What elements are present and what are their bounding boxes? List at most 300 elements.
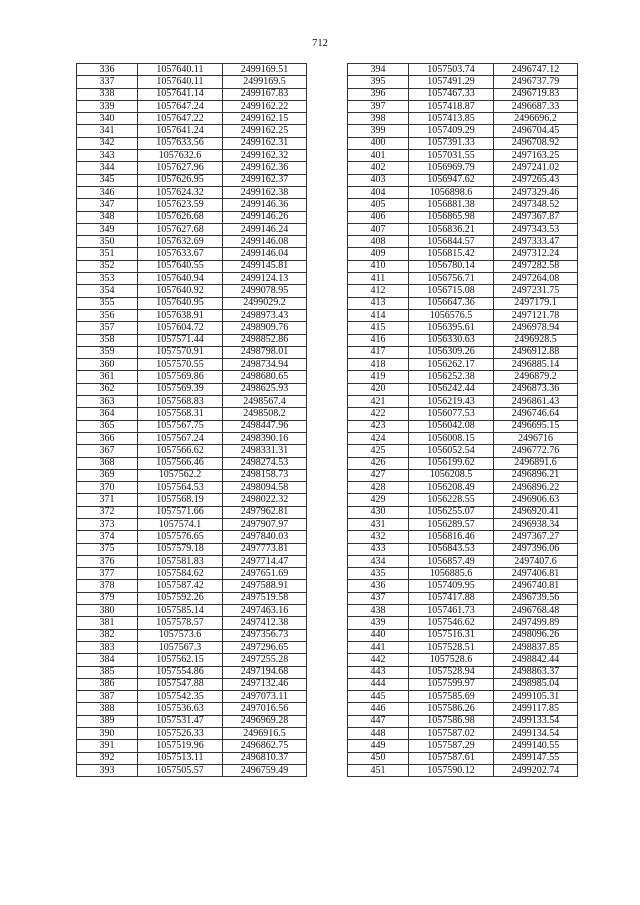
y-coordinate-cell: 2496747.12: [494, 64, 578, 76]
x-coordinate-cell: 1057562.15: [138, 654, 223, 666]
y-coordinate-cell: 2496969.28: [223, 715, 307, 727]
point-number-cell: 337: [77, 76, 138, 88]
x-coordinate-cell: 1057633.67: [138, 248, 223, 260]
point-number-cell: 342: [77, 137, 138, 149]
x-coordinate-cell: 1057586.26: [409, 703, 494, 715]
table-row: [77, 629, 307, 641]
y-coordinate-cell: 2497343.53: [494, 223, 578, 235]
point-number-cell: 412: [348, 285, 409, 297]
x-coordinate-cell: 1056865.98: [409, 211, 494, 223]
y-coordinate-cell: 2497296.65: [223, 641, 307, 653]
y-coordinate-cell: 2497356.73: [223, 629, 307, 641]
table-row: [77, 223, 307, 235]
table-row: [77, 568, 307, 580]
x-coordinate-cell: 1057505.57: [138, 764, 223, 776]
point-number-cell: 383: [77, 641, 138, 653]
x-coordinate-cell: 1057640.55: [138, 260, 223, 272]
y-coordinate-cell: 2498863.37: [494, 666, 578, 678]
y-coordinate-cell: 2499169.51: [223, 64, 307, 76]
x-coordinate-cell: 1056844.57: [409, 236, 494, 248]
y-coordinate-cell: 2499146.04: [223, 248, 307, 260]
x-coordinate-cell: 1057417.88: [409, 592, 494, 604]
table-row: [77, 396, 307, 408]
table-row: [77, 678, 307, 690]
y-coordinate-cell: 2499169.5: [223, 76, 307, 88]
table-row: [77, 383, 307, 395]
x-coordinate-cell: 1057640.92: [138, 285, 223, 297]
x-coordinate-cell: 1056008.15: [409, 432, 494, 444]
y-coordinate-cell: 2498567.4: [223, 396, 307, 408]
point-number-cell: 416: [348, 334, 409, 346]
x-coordinate-cell: 1056969.79: [409, 162, 494, 174]
y-coordinate-cell: 2497463.16: [223, 605, 307, 617]
table-row: [77, 740, 307, 752]
x-coordinate-cell: 1057528.94: [409, 666, 494, 678]
table-row: [348, 740, 578, 752]
table-row: [77, 297, 307, 309]
table-row: [77, 371, 307, 383]
table-row: [77, 764, 307, 776]
x-coordinate-cell: 1057562.2: [138, 469, 223, 481]
point-number-cell: 389: [77, 715, 138, 727]
point-number-cell: 417: [348, 346, 409, 358]
y-coordinate-cell: 2498022.32: [223, 494, 307, 506]
table-row: [77, 715, 307, 727]
x-coordinate-cell: 1057578.57: [138, 617, 223, 629]
table-row: [348, 309, 578, 321]
y-coordinate-cell: 2498734.94: [223, 359, 307, 371]
table-row: [77, 641, 307, 653]
x-coordinate-cell: 1056816.46: [409, 531, 494, 543]
y-coordinate-cell: 2499133.54: [494, 715, 578, 727]
table-row: [348, 64, 578, 76]
table-row: [77, 617, 307, 629]
point-number-cell: 359: [77, 346, 138, 358]
x-coordinate-cell: 1057581.83: [138, 555, 223, 567]
table-row: [77, 432, 307, 444]
y-coordinate-cell: 2497333.47: [494, 236, 578, 248]
table-row: [77, 236, 307, 248]
y-coordinate-cell: 2496704.45: [494, 125, 578, 137]
x-coordinate-cell: 1057640.11: [138, 64, 223, 76]
y-coordinate-cell: 2497194.68: [223, 666, 307, 678]
point-number-cell: 344: [77, 162, 138, 174]
y-coordinate-cell: 2496696.2: [494, 113, 578, 125]
table-row: [348, 715, 578, 727]
x-coordinate-cell: 1057641.24: [138, 125, 223, 137]
table-row: [77, 334, 307, 346]
table-row: [77, 752, 307, 764]
table-row: [77, 457, 307, 469]
table-row: [77, 580, 307, 592]
y-coordinate-cell: 2499146.24: [223, 223, 307, 235]
y-coordinate-cell: 2498798.01: [223, 346, 307, 358]
x-coordinate-cell: 1057413.85: [409, 113, 494, 125]
y-coordinate-cell: 2496737.79: [494, 76, 578, 88]
x-coordinate-cell: 1057528.51: [409, 641, 494, 653]
point-number-cell: 451: [348, 764, 409, 776]
x-coordinate-cell: 1056947.62: [409, 174, 494, 186]
x-coordinate-cell: 1056815.42: [409, 248, 494, 260]
y-coordinate-cell: 2496873.36: [494, 383, 578, 395]
y-coordinate-cell: 2497163.25: [494, 150, 578, 162]
table-row: [348, 666, 578, 678]
table-row: [348, 678, 578, 690]
x-coordinate-cell: 1057567.3: [138, 641, 223, 653]
x-coordinate-cell: 1056857.49: [409, 555, 494, 567]
x-coordinate-cell: 1056780.14: [409, 260, 494, 272]
point-number-cell: 422: [348, 408, 409, 420]
point-number-cell: 396: [348, 88, 409, 100]
y-coordinate-cell: 2496772.76: [494, 445, 578, 457]
point-number-cell: 382: [77, 629, 138, 641]
y-coordinate-cell: 2499140.55: [494, 740, 578, 752]
y-coordinate-cell: 2497499.89: [494, 617, 578, 629]
x-coordinate-cell: 1056756.71: [409, 273, 494, 285]
x-coordinate-cell: 1057640.11: [138, 76, 223, 88]
point-number-cell: 432: [348, 531, 409, 543]
point-number-cell: 384: [77, 654, 138, 666]
y-coordinate-cell: 2497282.58: [494, 260, 578, 272]
y-coordinate-cell: 2497407.6: [494, 555, 578, 567]
point-number-cell: 343: [77, 150, 138, 162]
table-row: [348, 408, 578, 420]
point-number-cell: 429: [348, 494, 409, 506]
y-coordinate-cell: 2497367.87: [494, 211, 578, 223]
point-number-cell: 421: [348, 396, 409, 408]
point-number-cell: 387: [77, 691, 138, 703]
point-number-cell: 357: [77, 322, 138, 334]
x-coordinate-cell: 1056715.08: [409, 285, 494, 297]
point-number-cell: 392: [77, 752, 138, 764]
point-number-cell: 425: [348, 445, 409, 457]
point-number-cell: 367: [77, 445, 138, 457]
x-coordinate-cell: 1057576.65: [138, 531, 223, 543]
x-coordinate-cell: 1057566.46: [138, 457, 223, 469]
point-number-cell: 428: [348, 482, 409, 494]
point-number-cell: 420: [348, 383, 409, 395]
y-coordinate-cell: 2497348.52: [494, 199, 578, 211]
table-row: [77, 605, 307, 617]
y-coordinate-cell: 2497396.06: [494, 543, 578, 555]
x-coordinate-cell: 1057519.96: [138, 740, 223, 752]
y-coordinate-cell: 2499162.15: [223, 113, 307, 125]
table-row: [348, 223, 578, 235]
table-row: [77, 125, 307, 137]
y-coordinate-cell: 2496928.5: [494, 334, 578, 346]
y-coordinate-cell: 2498680.65: [223, 371, 307, 383]
table-row: [77, 518, 307, 530]
x-coordinate-cell: 1057567.24: [138, 432, 223, 444]
x-coordinate-cell: 1057569.86: [138, 371, 223, 383]
y-coordinate-cell: 2498508.2: [223, 408, 307, 420]
y-coordinate-cell: 2499162.25: [223, 125, 307, 137]
point-number-cell: 358: [77, 334, 138, 346]
y-coordinate-cell: 2499162.38: [223, 186, 307, 198]
point-number-cell: 404: [348, 186, 409, 198]
table-row: [77, 555, 307, 567]
point-number-cell: 341: [77, 125, 138, 137]
table-row: [77, 150, 307, 162]
point-number-cell: 400: [348, 137, 409, 149]
point-number-cell: 434: [348, 555, 409, 567]
point-number-cell: 413: [348, 297, 409, 309]
x-coordinate-cell: 1057564.53: [138, 482, 223, 494]
table-row: [348, 186, 578, 198]
point-number-cell: 336: [77, 64, 138, 76]
point-number-cell: 352: [77, 260, 138, 272]
point-number-cell: 441: [348, 641, 409, 653]
point-number-cell: 364: [77, 408, 138, 420]
point-number-cell: 407: [348, 223, 409, 235]
point-number-cell: 351: [77, 248, 138, 260]
x-coordinate-cell: 1057567.75: [138, 420, 223, 432]
coordinate-table-left: [76, 63, 307, 777]
x-coordinate-cell: 1057409.29: [409, 125, 494, 137]
x-coordinate-cell: 1057566.62: [138, 445, 223, 457]
x-coordinate-cell: 1057638.91: [138, 309, 223, 321]
table-row: [348, 236, 578, 248]
x-coordinate-cell: 1057632.69: [138, 236, 223, 248]
x-coordinate-cell: 1056077.53: [409, 408, 494, 420]
x-coordinate-cell: 1057546.62: [409, 617, 494, 629]
point-number-cell: 371: [77, 494, 138, 506]
y-coordinate-cell: 2498625.93: [223, 383, 307, 395]
point-number-cell: 362: [77, 383, 138, 395]
y-coordinate-cell: 2496861.43: [494, 396, 578, 408]
y-coordinate-cell: 2496896.21: [494, 469, 578, 481]
y-coordinate-cell: 2496920.41: [494, 506, 578, 518]
y-coordinate-cell: 2497312.24: [494, 248, 578, 260]
point-number-cell: 445: [348, 691, 409, 703]
table-row: [348, 125, 578, 137]
x-coordinate-cell: 1056252.38: [409, 371, 494, 383]
table-row: [77, 691, 307, 703]
table-row: [348, 764, 578, 776]
x-coordinate-cell: 1056228.55: [409, 494, 494, 506]
y-coordinate-cell: 2498852.86: [223, 334, 307, 346]
x-coordinate-cell: 1057579.18: [138, 543, 223, 555]
point-number-cell: 446: [348, 703, 409, 715]
y-coordinate-cell: 2496739.56: [494, 592, 578, 604]
x-coordinate-cell: 1057531.47: [138, 715, 223, 727]
x-coordinate-cell: 1056289.57: [409, 518, 494, 530]
point-number-cell: 376: [77, 555, 138, 567]
x-coordinate-cell: 1056843.53: [409, 543, 494, 555]
y-coordinate-cell: 2498390.16: [223, 432, 307, 444]
x-coordinate-cell: 1057624.32: [138, 186, 223, 198]
y-coordinate-cell: 2497367.27: [494, 531, 578, 543]
point-number-cell: 433: [348, 543, 409, 555]
point-number-cell: 377: [77, 568, 138, 580]
table-row: [77, 248, 307, 260]
x-coordinate-cell: 1056199.62: [409, 457, 494, 469]
y-coordinate-cell: 2498158.73: [223, 469, 307, 481]
x-coordinate-cell: 1057418.87: [409, 100, 494, 112]
table-row: [348, 494, 578, 506]
point-number-cell: 349: [77, 223, 138, 235]
x-coordinate-cell: 1056647.36: [409, 297, 494, 309]
x-coordinate-cell: 1057528.6: [409, 654, 494, 666]
y-coordinate-cell: 2496896.22: [494, 482, 578, 494]
x-coordinate-cell: 1057632.6: [138, 150, 223, 162]
point-number-cell: 375: [77, 543, 138, 555]
y-coordinate-cell: 2498985.04: [494, 678, 578, 690]
x-coordinate-cell: 1057599.97: [409, 678, 494, 690]
table-row: [77, 100, 307, 112]
y-coordinate-cell: 2499134.54: [494, 728, 578, 740]
y-coordinate-cell: 2498837.85: [494, 641, 578, 653]
y-coordinate-cell: 2497907.97: [223, 518, 307, 530]
x-coordinate-cell: 1057491.29: [409, 76, 494, 88]
x-coordinate-cell: 1057573.6: [138, 629, 223, 641]
x-coordinate-cell: 1057587.61: [409, 752, 494, 764]
table-row: [77, 88, 307, 100]
x-coordinate-cell: 1057031.55: [409, 150, 494, 162]
x-coordinate-cell: 1057587.42: [138, 580, 223, 592]
x-coordinate-cell: 1056208.5: [409, 469, 494, 481]
y-coordinate-cell: 2496687.33: [494, 100, 578, 112]
x-coordinate-cell: 1057571.66: [138, 506, 223, 518]
y-coordinate-cell: 2496885.14: [494, 359, 578, 371]
point-number-cell: 372: [77, 506, 138, 518]
x-coordinate-cell: 1057627.96: [138, 162, 223, 174]
table-row: [348, 654, 578, 666]
y-coordinate-cell: 2496740.81: [494, 580, 578, 592]
y-coordinate-cell: 2497016.56: [223, 703, 307, 715]
x-coordinate-cell: 1057574.1: [138, 518, 223, 530]
page-number: 712: [312, 38, 328, 49]
table-row: [348, 605, 578, 617]
table-row: [348, 383, 578, 395]
table-row: [77, 408, 307, 420]
y-coordinate-cell: 2499117.85: [494, 703, 578, 715]
point-number-cell: 410: [348, 260, 409, 272]
point-number-cell: 448: [348, 728, 409, 740]
point-number-cell: 370: [77, 482, 138, 494]
table-row: [77, 322, 307, 334]
table-row: [348, 482, 578, 494]
x-coordinate-cell: 1057585.69: [409, 691, 494, 703]
table-row: [348, 248, 578, 260]
y-coordinate-cell: 2496978.94: [494, 322, 578, 334]
point-number-cell: 339: [77, 100, 138, 112]
point-number-cell: 408: [348, 236, 409, 248]
point-number-cell: 399: [348, 125, 409, 137]
point-number-cell: 450: [348, 752, 409, 764]
x-coordinate-cell: 1056885.6: [409, 568, 494, 580]
point-number-cell: 350: [77, 236, 138, 248]
point-number-cell: 363: [77, 396, 138, 408]
table-row: [348, 346, 578, 358]
x-coordinate-cell: 1057623.59: [138, 199, 223, 211]
table-row: [348, 359, 578, 371]
point-number-cell: 403: [348, 174, 409, 186]
table-row: [348, 728, 578, 740]
point-number-cell: 411: [348, 273, 409, 285]
y-coordinate-cell: 2497651.69: [223, 568, 307, 580]
y-coordinate-cell: 2499078.95: [223, 285, 307, 297]
x-coordinate-cell: 1057568.83: [138, 396, 223, 408]
table-row: [348, 617, 578, 629]
point-number-cell: 390: [77, 728, 138, 740]
x-coordinate-cell: 1057513.11: [138, 752, 223, 764]
table-row: [348, 420, 578, 432]
y-coordinate-cell: 2496719.83: [494, 88, 578, 100]
point-number-cell: 406: [348, 211, 409, 223]
y-coordinate-cell: 2499146.08: [223, 236, 307, 248]
point-number-cell: 419: [348, 371, 409, 383]
table-row: [77, 420, 307, 432]
x-coordinate-cell: 1056042.08: [409, 420, 494, 432]
y-coordinate-cell: 2499146.36: [223, 199, 307, 211]
point-number-cell: 394: [348, 64, 409, 76]
table-row: [77, 162, 307, 174]
point-number-cell: 386: [77, 678, 138, 690]
y-coordinate-cell: 2497255.28: [223, 654, 307, 666]
point-number-cell: 365: [77, 420, 138, 432]
table-row: [348, 445, 578, 457]
x-coordinate-cell: 1057585.14: [138, 605, 223, 617]
x-coordinate-cell: 1057604.72: [138, 322, 223, 334]
table-row: [348, 555, 578, 567]
table-row: [77, 137, 307, 149]
y-coordinate-cell: 2496916.5: [223, 728, 307, 740]
point-number-cell: 398: [348, 113, 409, 125]
point-number-cell: 447: [348, 715, 409, 727]
y-coordinate-cell: 2496746.64: [494, 408, 578, 420]
x-coordinate-cell: 1057568.19: [138, 494, 223, 506]
x-coordinate-cell: 1056208.49: [409, 482, 494, 494]
y-coordinate-cell: 2496862.75: [223, 740, 307, 752]
table-row: [348, 199, 578, 211]
point-number-cell: 348: [77, 211, 138, 223]
x-coordinate-cell: 1056881.38: [409, 199, 494, 211]
x-coordinate-cell: 1057641.14: [138, 88, 223, 100]
y-coordinate-cell: 2497231.75: [494, 285, 578, 297]
table-row: [348, 432, 578, 444]
y-coordinate-cell: 2498096.26: [494, 629, 578, 641]
x-coordinate-cell: 1057536.63: [138, 703, 223, 715]
x-coordinate-cell: 1057592.26: [138, 592, 223, 604]
x-coordinate-cell: 1056836.21: [409, 223, 494, 235]
point-number-cell: 380: [77, 605, 138, 617]
point-number-cell: 373: [77, 518, 138, 530]
x-coordinate-cell: 1057503.74: [409, 64, 494, 76]
point-number-cell: 369: [77, 469, 138, 481]
table-row: [348, 506, 578, 518]
y-coordinate-cell: 2499147.55: [494, 752, 578, 764]
y-coordinate-cell: 2498973.43: [223, 309, 307, 321]
x-coordinate-cell: 1056330.63: [409, 334, 494, 346]
point-number-cell: 423: [348, 420, 409, 432]
point-number-cell: 436: [348, 580, 409, 592]
y-coordinate-cell: 2497519.58: [223, 592, 307, 604]
y-coordinate-cell: 2498909.76: [223, 322, 307, 334]
point-number-cell: 397: [348, 100, 409, 112]
table-row: [77, 186, 307, 198]
table-row: [77, 199, 307, 211]
table-row: [348, 88, 578, 100]
x-coordinate-cell: 1056576.5: [409, 309, 494, 321]
table-row: [348, 629, 578, 641]
table-row: [77, 359, 307, 371]
y-coordinate-cell: 2499162.36: [223, 162, 307, 174]
table-row: [348, 691, 578, 703]
point-number-cell: 444: [348, 678, 409, 690]
table-row: [348, 457, 578, 469]
x-coordinate-cell: 1057587.29: [409, 740, 494, 752]
